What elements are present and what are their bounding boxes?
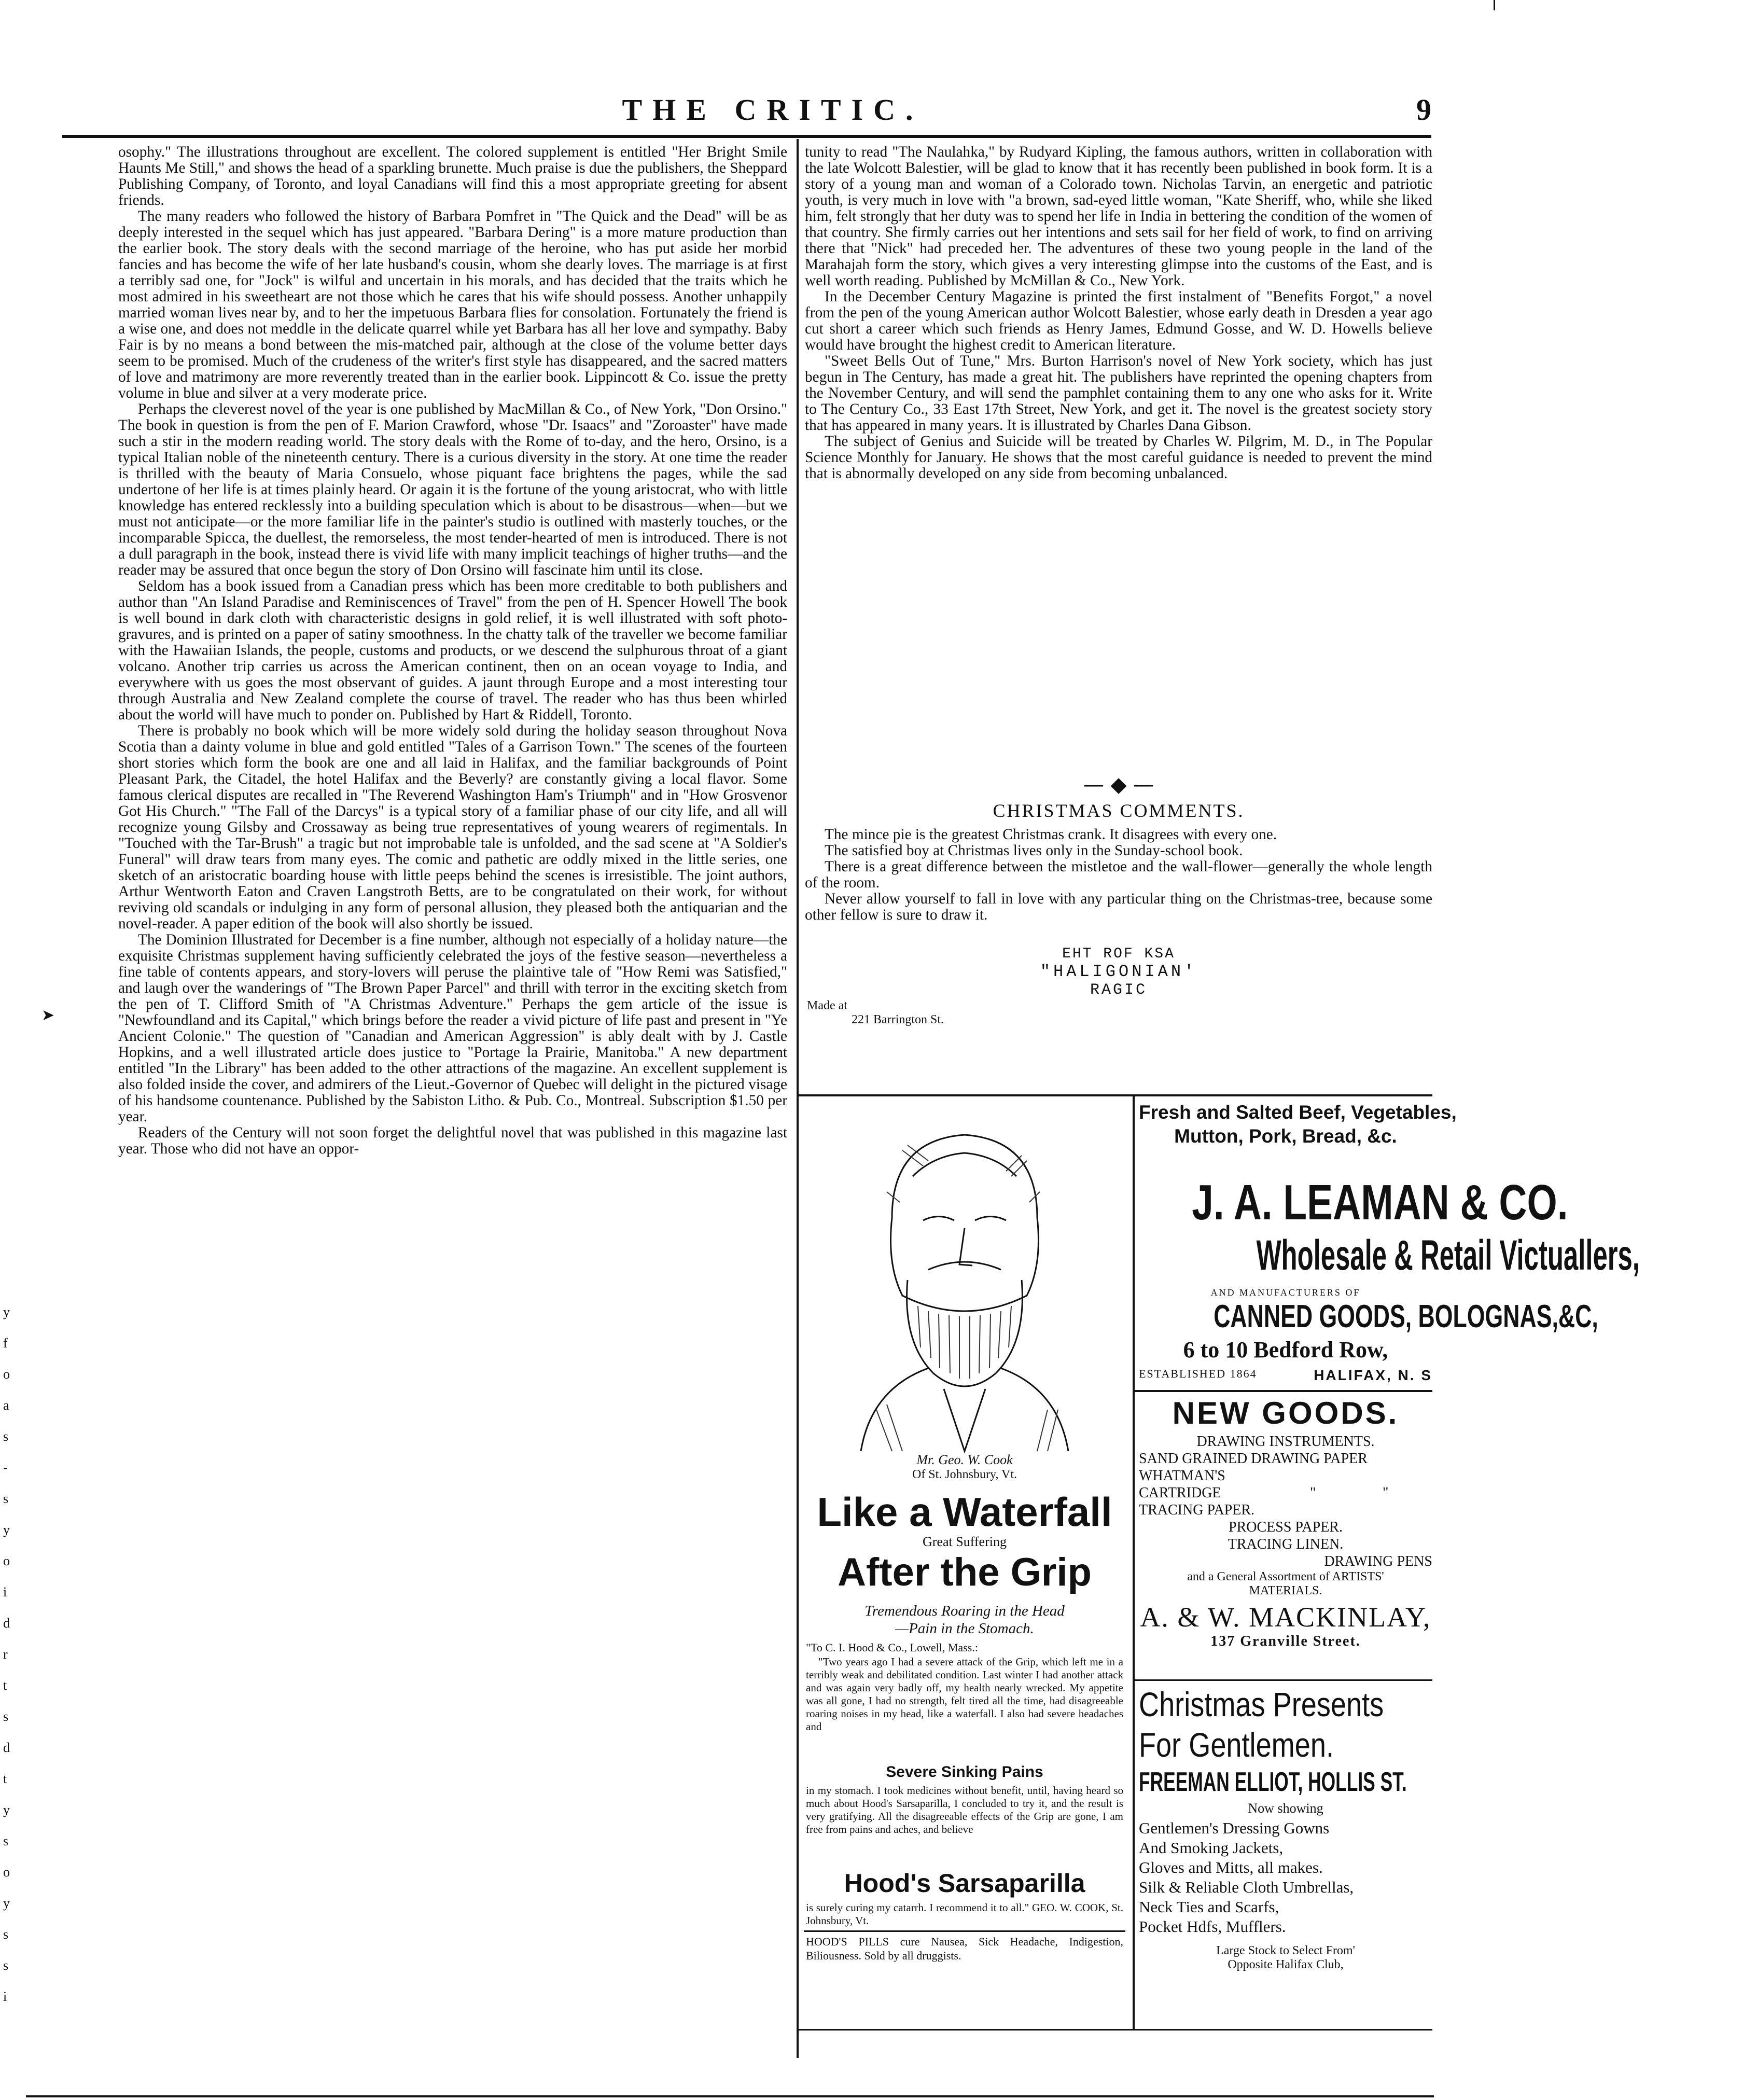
margin-fragment: o [3, 1553, 10, 1568]
mackinlay-item [1139, 1501, 1432, 1519]
leaman-goods: CANNED GOODS, BOLOGNAS,&C, [1214, 1299, 1598, 1334]
margin-fragment: s [3, 1491, 9, 1506]
christmas-item: The mince pie is the greatest Christmas crank. It disagrees with every one. [825, 826, 1277, 843]
elliot-footer-2: Opposite Halifax Club, [1228, 1958, 1344, 1971]
christmas-item: Never allow yourself to fall in love with any particular thing on the Christmas-tree, because some other fellow is sure to draw it. [805, 891, 1432, 923]
margin-fragment: f [3, 1336, 8, 1351]
mackinlay-item [1139, 1536, 1432, 1553]
mackinlay-item [1139, 1484, 1432, 1501]
margin-fragment: t [3, 1678, 7, 1693]
leaman-goods-wrap [1139, 1298, 1598, 1334]
paragraph: The subject of Genius and Suicide will be treated by Charles W. Pilgrim, M. D., in The Popular Science Monthly for January. He shows that the most careful guidance is needed to prevent the mind that is abnormally developed on any side from becoming unbalanced. [805, 433, 1432, 482]
leaman-ad [1139, 1102, 1640, 1388]
mackinlay-item [1139, 1553, 1432, 1570]
testimonial-salutation: "To C. I. Hood & Co., Lowell, Mass.: [806, 1641, 978, 1654]
elliot-item: Silk & Reliable Cloth Umbrellas, [1139, 1878, 1354, 1896]
leaman-and-manufacturers: AND MANUFACTURERS OF [1210, 1287, 1361, 1298]
margin-fragment: s [3, 1709, 9, 1724]
christmas-item: There is a great difference between the mistletoe and the wall-flower—generally the whole length of the room. [805, 858, 1432, 891]
elliot-l3-wrap [1139, 1767, 1432, 1798]
elliot-l2-wrap [1139, 1725, 1432, 1764]
leaman-name-wrap [1139, 1174, 1568, 1231]
elliot-name: FREEMAN ELLIOT, HOLLIS ST. [1139, 1767, 1407, 1797]
margin-fragment: i [3, 1989, 7, 2004]
margin-fragment: d [3, 1616, 10, 1631]
paragraph: "Sweet Bells Out of Tune," Mrs. Burton Harrison's novel of New York society, which has just begun in The Century, has made a great hit. The publishers have reprinted the opening chapters from the November Century, and will send the pamphlet containing them to any one who asks for it. Write to The Century Co., 33 East 17th Street, New York, and get it. The novel is the greatest society story that has appeared in many years. It is illustrated by Charles Dana Gibson. [805, 353, 1432, 434]
masthead: THE CRITIC. [622, 93, 924, 127]
portrait-caption-place: Of St. Johnsbury, Vt. [912, 1468, 1017, 1481]
leaman-bottom-rule [1135, 1390, 1432, 1392]
christmas-heading: CHRISTMAS COMMENTS. [993, 800, 1245, 821]
paragraph: There is probably no book which will be more widely sold during the holiday season throughout Nova Scotia than a dainty volume in blue and gold entitled "Tales of a Garrison Town." The scenes of the fourteen short stories which form the book are one and all laid in Halifax, and the familiar backgrounds of Point Pleasant Park, the Citadel, the hotel Halifax and the Beverly? are constantly giving a local flavor. Some famous clerical disputes are recalled in "The Reverend Washington Ham's Triumph" and in "How Grosvenor Got His Church." "The Fall of the Darcys" is a typical story of a familiar phase of our city life, and all will recognize young Gilsby and Crossaway as being true representatives of young wearers of regimentals. In "Touched with the Tar-Brush" a tragic but not improbable tale is unfolded, and the sad scene at "A Soldier's Funeral" will draw tears from many eyes. The comic and pathetic are oddly mixed in the little series, one sketch of an aristocratic boarding house with little peeps behind the scenes is irresistible. The joint authors, Arthur Wentworth Eaton and Craven Langstroth Betts, are to be congratulated on their work, for without reviving old scandals or indulging in any form of personal allusion, they pleased both the antiquarian and the novel-reader. A paper edition of the book will also shortly be issued. [118, 722, 787, 932]
margin-fragment: s [3, 1429, 9, 1444]
margin-fragment: o [3, 1865, 10, 1880]
margin-fragment: s [3, 1927, 9, 1942]
elliot-footer-1: Large Stock to Select From' [1216, 1944, 1355, 1957]
mackinlay-item [1139, 1433, 1432, 1450]
left-column [118, 144, 787, 2058]
mackinlay-item-label: SAND GRAINED DRAWING PAPER [1139, 1451, 1368, 1467]
elliot-items [1139, 1818, 1432, 1937]
pills-rule [804, 1930, 1125, 1932]
margin-fragment: s [3, 1958, 9, 1973]
mackinlay-item-label: DRAWING PENS [1324, 1553, 1432, 1569]
italic-line-2: —Pain in the Stomach. [895, 1620, 1034, 1637]
paragraph: The Dominion Illustrated for December is a fine number, although not especially of a holiday nature—the exquisite Christmas supplement having sufficiently celebrated the joys of the festive season—nevertheless a fine table of contents appears, and story-lovers will peruse the plaintive tale of "How Remi was Satisfied," and laugh over the wanderings of "The Brown Paper Parcel" and thrill with terror in the exciting sketch from the pen of T. Clifford Smith of "A Christmas Adventure." Perhaps the gem article of the issue is "Newfoundland and its Capital," which brings before the reader a vivid picture of life past and present in "Ye Ancient Colonie." The question of "Canadian and American Aggression" is ably dealt with by J. Castle Hopkins, and a well illustrated article does justice to "Portage la Prairie, Manitoba." A new department entitled "In the Library" has been added to the other attractions of the magazine. An excellent supplement is also folded inside the cover, and admirers of the Lieut.-Governor of Quebec will delight in the pictured visage of his handsome countenance. Published by the Sabiston Litho. & Pub. Co., Montreal. Subscription $1.50 per year. [118, 931, 787, 1125]
margin-fragment: a [3, 1398, 9, 1413]
elliot-item: Neck Ties and Scarfs, [1139, 1898, 1279, 1916]
paragraph: Seldom has a book issued from a Canadian press which has been more creditable to both publishers and author than "An Island Paradise and Reminiscences of Travel" from the pen of H. Spencer Howell The book is well bound in dark cloth with characteristic designs in gold relief, it is well illustrated with soft photo-gravures, and is printed on a paper of satiny smoothness. In the chatty talk of the traveller we become familiar with the Hawaiian Islands, the people, customs and products, or we descend the sulphurous throat of a giant volcano. Another trip carries us across the American continent, then on an ocean voyage to India, and everywhere with us goes the most observant of guides. A jaunt through Europe and a most interesting tour through Australia and New Zealand complete the course of travel. The reader who has thus been whirled about the world will have much to ponder on. Published by Hart & Riddell, Toronto. [118, 578, 787, 723]
elliot-christmas-presents: Christmas Presents [1139, 1685, 1384, 1723]
leaman-est-row [1139, 1367, 1432, 1388]
mackinlay-address: 137 Granville Street. [1210, 1633, 1361, 1649]
elliot-item: Gloves and Mitts, all makes. [1139, 1858, 1323, 1876]
portrait-illustration [830, 1098, 1099, 1451]
leaman-established: ESTABLISHED 1864 [1139, 1367, 1257, 1380]
headline-grip: After the Grip [838, 1550, 1092, 1594]
leaman-address: 6 to 10 Bedford Row, [1183, 1337, 1388, 1362]
elliot-now-showing: Now showing [1248, 1801, 1323, 1816]
page-number: 9 [1416, 93, 1431, 127]
mackinlay-item-label: WHATMAN'S [1139, 1468, 1225, 1484]
leaman-city: HALIFAX, N. S [1314, 1367, 1432, 1383]
margin-fragment: r [3, 1647, 8, 1662]
hoods-ad [799, 1098, 1131, 2027]
hoods-pills-line: HOOD'S PILLS cure Nausea, Sick Headache, Indigestion, Biliousness. Sold by all druggists. [806, 1935, 1123, 1962]
margin-fragment: y [3, 1802, 10, 1817]
elliot-item: Gentlemen's Dressing Gowns [1139, 1819, 1330, 1837]
mackinlay-materials: MATERIALS. [1249, 1584, 1322, 1597]
mackinlay-item [1139, 1450, 1432, 1467]
paragraph: Perhaps the cleverest novel of the year is one published by MacMillan & Co., of New York, "Don Orsino." The book in question is from the pen of F. Marion Crawford, whose "Dr. Isaacs" and "Zoroaster" have made such a stir in the modern reading world. The story deals with the Rome of to-day, and the hero, Orsino, is a typical Italian noble of the nineteenth century. There is a curious diversity in the story. At one time the reader is thrilled with the beauty of Maria Consuelo, whose piquant face brightens the pages, while the sad undertone of her life is at times plainly heard. Or again it is the fortune of the young aristocrat, who with little knowledge has entered recklessly into a building speculation which is about to be disastrous—when—but we must not anticipate—or the more familiar life in the painter's studio is outlined with masterly touches, or the incomparable Spicca, the duellest, the remorseless, the most tender-hearted of men is introduced. There is not a dull paragraph in the book, instead there is vivid life with many implicit teachings of higher truths—and the reader may be assured that once begun the story of Don Orsino will fascinate him until its close. [118, 401, 787, 578]
mackinlay-item [1139, 1467, 1432, 1484]
mackinlay-name: A. & W. MACKINLAY, [1140, 1602, 1431, 1633]
margin-fragment: y [3, 1896, 10, 1911]
right-column [805, 144, 1432, 767]
elliot-item: And Smoking Jackets, [1139, 1839, 1284, 1857]
elliot-ad [1139, 1685, 1432, 1972]
leaman-line-1: Fresh and Salted Beef, Vegetables, [1139, 1102, 1457, 1123]
mackinlay-item-label: TRACING PAPER. [1139, 1502, 1255, 1518]
header-rule [62, 135, 1431, 138]
christmas-item: The satisfied boy at Christmas lives only in the Sunday-school book. [825, 842, 1243, 859]
leaman-trade-wrap [1139, 1231, 1640, 1283]
mackinlay-item-label: TRACING LINEN. [1228, 1536, 1344, 1552]
margin-mark: ➤ [41, 1006, 55, 1024]
made-at: Made at [807, 999, 847, 1012]
christmas-comments: — ◆ — CHRISTMAS COMMENTS. The mince pie is the greatest Christmas crank. It disagrees with every one. The satisfied boy at Christmas lives only in the Sunday-school book. There is a great difference between the mistletoe and the wall-flower—generally the whole length of the room. Never allow yourself to fall in love with any particular thing on the Christmas-tree, because some other fellow is sure to draw it. EHT ROF KSA "HALIGONIAN' RAGIC Made at 221 Barrington St. [805, 773, 1432, 1026]
brand-hoods-sarsaparilla: Hood's Sarsaparilla [844, 1869, 1085, 1898]
headline-waterfall: Like a Waterfall [817, 1489, 1112, 1535]
margin-fragment: y [3, 1304, 10, 1319]
mackinlay-items [1139, 1433, 1432, 1570]
christmas-items [805, 827, 1432, 923]
ditto-mark: " [1310, 1485, 1316, 1501]
margin-fragment: d [3, 1740, 10, 1755]
elliot-for-gentlemen: For Gentlemen. [1139, 1726, 1334, 1764]
paragraph: The many readers who followed the history of Barbara Pomfret in "The Quick and the Dead" will be as deeply interested in the sequel which has just appeared. "Barbara Dering" is a more mature production than the earlier book. The story deals with the second marriage of the heroine, who has put aside her morbid fancies and has become the wife of her late husband's cousin, whom she dearly loves. The marriage is at first a terribly sad one, for "Jock" is wilful and uncertain in his morals, and has decided that the traits which he most admired in his sweetheart are not those which he cares that his wife should possess. Another unhappily married woman lives near by, and to her the impetuous Barbara flies for consolation. Fortunately the friend is a wise one, and does not meddle in the delicate quarrel while yet Barbara has all her love and sympathy. Baby Fair is by no means a bond between the mis-matched pair, although at the close of the volume better days seem to be promised. Much of the crudeness of the writer's first style has disappeared, and the sacred matters of love and matrimony are more reverently treated than in the earlier book. Lippincott & Co. issue the pretty volume in blue and silver at a very moderate price. [118, 208, 787, 401]
sign-line-3: RAGIC [1090, 981, 1147, 999]
made-at-address: 221 Barrington St. [852, 1013, 944, 1026]
margin-fragment: y [3, 1522, 10, 1537]
italic-line-1: Tremendous Roaring in the Head [864, 1603, 1065, 1619]
subhead-great-suffering: Great Suffering [923, 1534, 1007, 1549]
testimonial-body-1: "Two years ago I had a severe attack of the Grip, which left me in a terribly weak and debilitated condition. Last winter I had another attack and was again very badly off, my health nearly wrecked. My appetite was all gone, I had no strength, felt tired all the time, had disagreeable roaring noises in my head, like a waterfall. I also had severe headaches and [806, 1656, 1123, 1733]
mackinlay-bottom-rule [1135, 1679, 1432, 1681]
margin-fragment: i [3, 1584, 7, 1600]
margin-fragment: s [3, 1833, 9, 1848]
mackinlay-item-label: PROCESS PAPER. [1229, 1519, 1343, 1535]
paragraph: In the December Century Magazine is printed the first instalment of "Benefits Forgot," a novel from the pen of the young American author Wolcott Balestier, whose early death in Dresden a year ago cut short a career which such friends as Henry James, Edmund Gosse, and W. D. Howells believe would have brought the highest credit to American literature. [805, 288, 1432, 353]
sign-line-1: EHT ROF KSA [1062, 946, 1175, 962]
testimonial-body-2: in my stomach. I took medicines without benefit, until, having heard so much about Hood's Sarsaparilla, I concluded to try it, and the result is very gratifying. All the disagreeable effects of the Grip are gone, I am free from pains and aches, and believe [806, 1784, 1123, 1835]
margin-fragment: o [3, 1367, 10, 1382]
subhead-sinking-pains: Severe Sinking Pains [886, 1763, 1043, 1781]
ads-top-rule [799, 1094, 1432, 1096]
portrait-caption-name: Mr. Geo. W. Cook [916, 1452, 1013, 1467]
elliot-l1-wrap [1139, 1685, 1432, 1723]
ditto-mark: " [1383, 1485, 1389, 1501]
mackinlay-item [1139, 1519, 1432, 1536]
ads-bottom-rule [799, 2029, 1432, 2031]
ads-divider [1133, 1096, 1135, 2030]
margin-fragment: - [3, 1460, 8, 1475]
leaman-line-2: Mutton, Pork, Bread, &c. [1174, 1125, 1397, 1147]
page-bottom-edge [26, 2095, 1434, 2097]
mackinlay-ad [1139, 1395, 1432, 1650]
mackinlay-item-label: DRAWING INSTRUMENTS. [1196, 1434, 1375, 1450]
sign-line-2: "HALIGONIAN' [1040, 962, 1197, 981]
page-corner-mark [1494, 0, 1495, 10]
paragraph: Readers of the Century will not soon forget the delightful novel that was published in this magazine last year. Those who did not have an oppor- [118, 1124, 787, 1157]
mackinlay-general: and a General Assortment of ARTISTS' [1187, 1570, 1384, 1583]
paragraph: tunity to read "The Naulahka," by Rudyard Kipling, the famous authors, written in collaboration with the late Wolcott Balestier, will be glad to know that it has recently been published in book form. It is a story of a young man and woman of a Colorado town. Nicholas Tarvin, an energetic and patriotic youth, is very much in love with "a brown, sad-eyed little woman, "Kate Sheriff, who, while she liked him, felt strongly that her duty was to spend her life in India in bettering the condition of the women of that country. She firmly carries out her intentions and sets sail for her field of work, to find on arriving there that "Nick" had preceded her. The adventures of these two young people in the land of the Marahajah form the story, which gives a very interesting glimpse into the customs of the East, and is well worth reading. Published by McMillan & Co., New York. [805, 144, 1432, 289]
leaman-trade: Wholesale & Retail Victuallers, [1256, 1232, 1640, 1279]
mackinlay-item-label: CARTRIDGE [1139, 1485, 1221, 1501]
margin-fragments [3, 1297, 24, 2012]
new-goods-headline: NEW GOODS. [1172, 1396, 1399, 1430]
paragraph: osophy." The illustrations throughout are excellent. The colored supplement is entitled "Her Bright Smile Haunts Me Still," and shows the head of a sparkling brunette. Much praise is due the publishers, the Sheppard Publishing Company, of Toronto, and loyal Canadians will find this a most appropriate greeting for absent friends. [118, 144, 787, 208]
elliot-item: Pocket Hdfs, Mufflers. [1139, 1917, 1286, 1936]
leaman-name: J. A. LEAMAN & CO. [1192, 1175, 1568, 1230]
margin-fragment: t [3, 1771, 7, 1786]
testimonial-body-3: is surely curing my catarrh. I recommend it to all." GEO. W. COOK, St. Johnsbury, Vt. [806, 1901, 1123, 1927]
